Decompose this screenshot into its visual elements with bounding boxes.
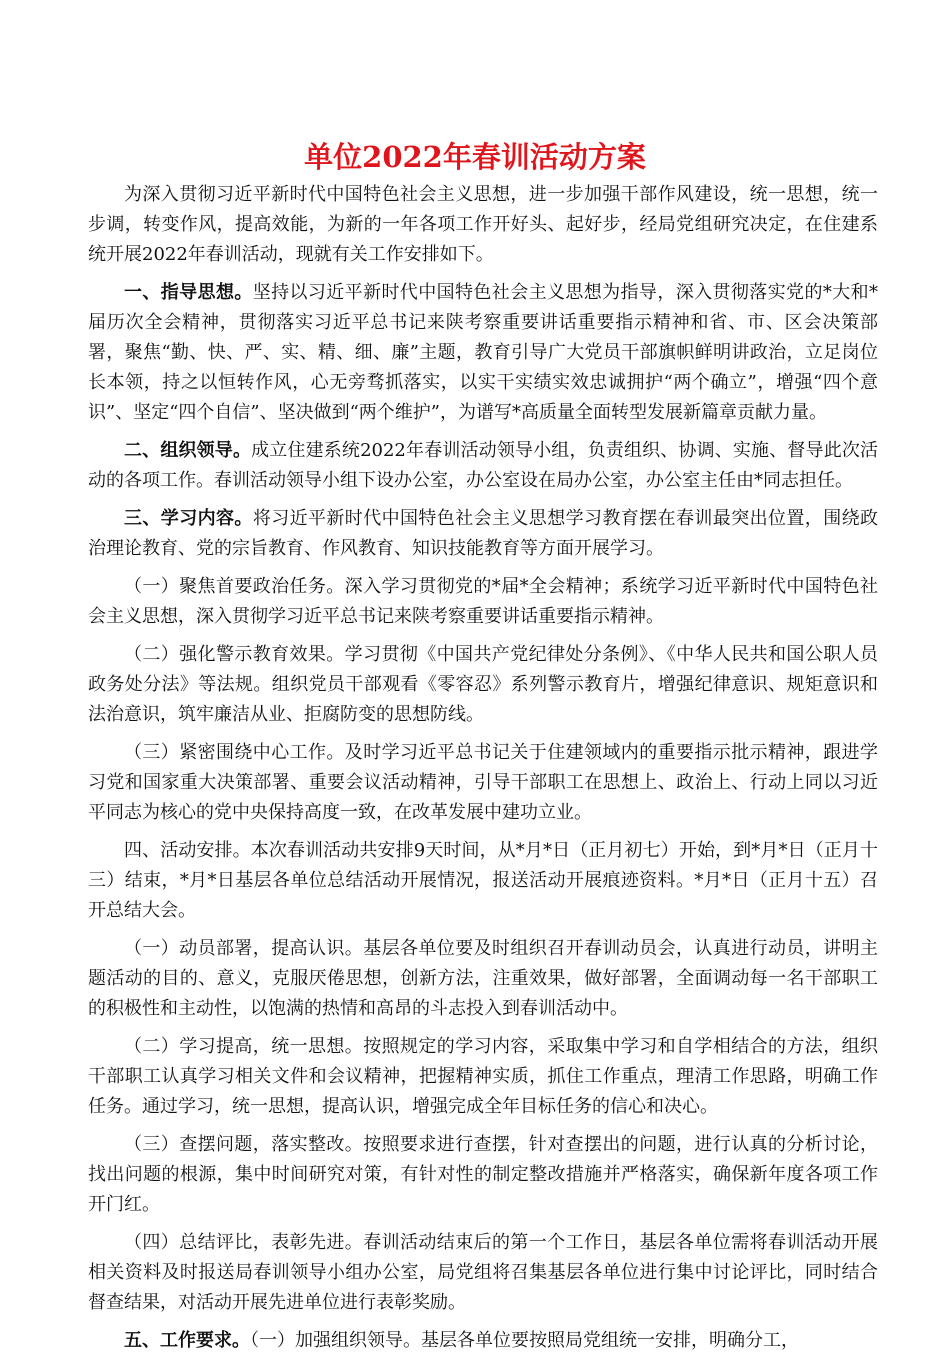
document-body bbox=[88, 180, 878, 1364]
section-activity-schedule: 四、活动安排。本次春训活动共安排9天时间，从*月*日（正月初七）开始，到*月*日（正月十三）结束，*月*日基层各单位总结活动开展情况，报送活动开展痕迹资料。*月*日（正月十五）召开总结大会。 bbox=[88, 840, 878, 921]
list-item: （三）紧密围绕中心工作。及时学习近平总书记关于住建领域内的重要指示批示精神，跟进学习党和国家重大决策部署、重要会议活动精神，引导干部职工在思想上、政治上、行动上同以习近平同志为核心的党中央保持高度一致，在改革发展中建功立业。 bbox=[88, 742, 878, 823]
intro-paragraph: 为深入贯彻习近平新时代中国特色社会主义思想，进一步加强干部作风建设，统一思想，统一步调，转变作风，提高效能，为新的一年各项工作开好头、起好步，经局党组研究决定，在住建系统开展2022年春训活动，现就有关工作安排如下。 bbox=[88, 184, 878, 265]
list-item: （四）总结评比，表彰先进。春训活动结束后的第一个工作日，基层各单位需将春训活动开展相关资料及时报送局春训领导小组办公室，局党组将召集基层各单位进行集中讨论评比，同时结合督查结果，对活动开展先进单位进行表彰奖励。 bbox=[88, 1232, 878, 1313]
section-text: 坚持以习近平新时代中国特色社会主义思想为指导，深入贯彻落实党的*大和*届历次全会精神，贯彻落实习近平总书记来陕考察重要讲话重要指示精神和省、市、区会决策部署，聚焦“勤、快、严、实、精、细、廉”主题，教育引导广大党员干部旗帜鲜明讲政治，立足岗位长本领，持之以恒转作风，心无旁骛抓落实，以实干实绩实效忠诚拥护“两个确立”，增强“四个意识”、坚定“四个自信”、坚决做到“两个维护”，为谱写*高质量全面转型发展新篇章贡献力量。 bbox=[88, 282, 878, 423]
section-text: 将习近平新时代中国特色社会主义思想学习教育摆在春训最突出位置，围绕政治理论教育、党的宗旨教育、作风教育、知识技能教育等方面开展学习。 bbox=[88, 508, 879, 559]
list-item: （一）聚焦首要政治任务。深入学习贯彻党的*届*全会精神；系统学习近平新时代中国特色社会主义思想，深入贯彻学习近平总书记来陕考察重要讲话重要指示精神。 bbox=[88, 576, 878, 627]
list-item: （三）查摆问题，落实整改。按照要求进行查摆，针对查摆出的问题，进行认真的分析讨论，找出问题的根源，集中时间研究对策，有针对性的制定整改措施并严格落实，确保新年度各项工作开门红。 bbox=[88, 1134, 878, 1215]
section-guiding-ideology bbox=[88, 278, 878, 428]
section-organization bbox=[88, 436, 878, 496]
list-item: （一）动员部署，提高认识。基层各单位要及时组织召开春训动员会，认真进行动员，讲明主题活动的目的、意义，克服厌倦思想，创新方法，注重效果，做好部署，全面调动每一名干部职工的积极性和主动性，以饱满的热情和高昂的斗志投入到春训活动中。 bbox=[88, 938, 878, 1019]
section-text: （一）加强组织领导。基层各单位要按照局党组统一安排，明确分工， bbox=[250, 1330, 799, 1351]
section-text: 成立住建系统2022年春训活动领导小组，负责组织、协调、实施、督导此次活动的各项工作。春训活动领导小组下设办公室，办公室设在局办公室，办公室主任由*同志担任。 bbox=[88, 440, 879, 491]
list-item: （二）强化警示教育效果。学习贯彻《中国共产党纪律处分条例》、《中华人民共和国公职人员政务处分法》等法规。组织党员干部观看《零容忍》系列警示教育片，增强纪律意识、规矩意识和法治意识，筑牢廉洁从业、拒腐防变的思想防线。 bbox=[88, 644, 878, 725]
section-heading: 五、工作要求。 bbox=[124, 1330, 250, 1351]
document-title: 单位2022年春训活动方案 bbox=[304, 140, 646, 174]
section-study-content bbox=[88, 504, 878, 564]
section-heading: 二、组织领导。 bbox=[124, 440, 252, 461]
list-item: （二）学习提高，统一思想。按照规定的学习内容，采取集中学习和自学相结合的方法，组织干部职工认真学习相关文件和会议精神，把握精神实质，抓住工作重点，理清工作思路，明确工作任务。通过学习，统一思想，提高认识，增强完成全年目标任务的信心和决心。 bbox=[88, 1036, 878, 1117]
section-heading: 一、指导思想。 bbox=[124, 282, 253, 303]
section-heading: 三、学习内容。 bbox=[124, 508, 253, 529]
section-work-requirements bbox=[88, 1326, 878, 1356]
